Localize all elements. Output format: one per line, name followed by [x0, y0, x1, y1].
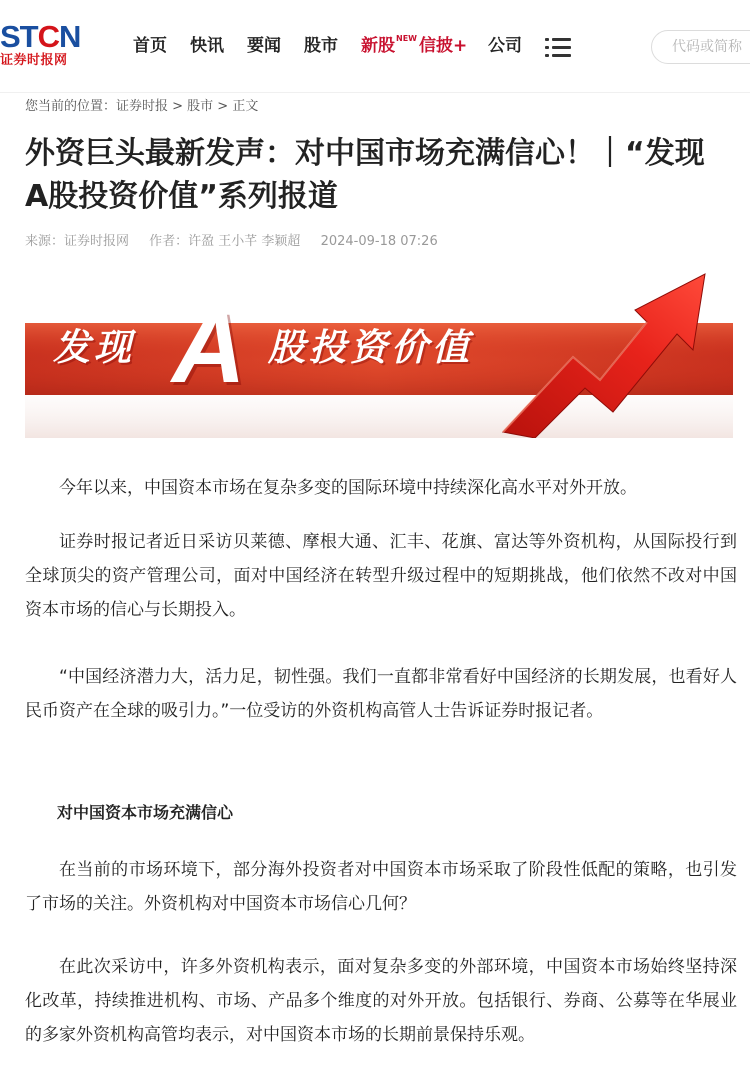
menu-icon[interactable]: [545, 37, 571, 59]
article-paragraph: “中国经济潜力大，活力足，韧性强。我们一直都非常看好中国经济的长期发展，也看好人民币资产在全球的吸引力。”一位受访的外资机构高管人士告诉证券时报记者。: [25, 667, 737, 721]
nav-companies[interactable]: 公司: [488, 36, 522, 56]
article-subheading: 对中国资本市场充满信心: [57, 803, 234, 822]
search-placeholder: 代码或简称: [672, 39, 742, 55]
site-header: [0, 0, 750, 92]
stcn-logo[interactable]: [0, 20, 82, 72]
logo-subtitle: 证券时报网: [0, 53, 68, 68]
search-input[interactable]: [651, 30, 750, 64]
article-paragraph: 今年以来，中国资本市场在复杂多变的国际环境中持续深化高水平对外开放。: [59, 478, 637, 498]
nav-home[interactable]: 首页: [133, 36, 167, 56]
article-paragraph: 在此次采访中，许多外资机构表示，面对复杂多变的外部环境，中国资本市场始终坚持深化改革，持续推进机构、市场、产品多个维度的对外开放。包括银行、券商、公募等在华展业的多家外资机构高管均表示，对中国资本市场的长期前景保持乐观。: [25, 957, 737, 1045]
nav-headlines[interactable]: 要闻: [247, 36, 281, 56]
nav-flash-news[interactable]: 快讯: [190, 36, 224, 56]
article-source: 来源：证券时报网: [25, 234, 130, 249]
banner-letter-a: A: [172, 290, 246, 404]
article-paragraph: 在当前的市场环境下，部分海外投资者对中国资本市场采取了阶段性低配的策略，也引发了市场的关注。外资机构对中国资本市场信心几何？: [25, 860, 737, 914]
article-meta: [25, 233, 454, 251]
logo-wordmark: STCN: [0, 19, 81, 54]
breadcrumb: 您当前的位置：证券时报 > 股市 > 正文: [25, 99, 259, 114]
new-badge: NEW: [396, 34, 417, 43]
article-paragraph: 证券时报记者近日采访贝莱德、摩根大通、汇丰、花旗、富达等外资机构，从国际投行到全球顶尖的资产管理公司，面对中国经济在转型升级过程中的短期挑战，他们依然不改对中国资本市场的信心与长期投入。: [25, 532, 737, 620]
feature-banner: [25, 262, 733, 438]
nav-new-stocks[interactable]: 新股: [361, 36, 395, 56]
article-title: 外资巨头最新发声：对中国市场充满信心！｜“发现A股投资价值”系列报道: [25, 136, 705, 214]
nav-disclosure[interactable]: 信披+: [419, 36, 468, 56]
header-divider: [0, 92, 750, 93]
article-authors: 作者：许盈 王小芊 李颖超: [149, 234, 301, 249]
banner-text-part2: 股投资价值: [268, 326, 473, 369]
banner-text-part1: 发现: [53, 326, 135, 369]
article-datetime: 2024-09-18 07:26: [320, 234, 438, 249]
nav-stock-market[interactable]: 股市: [304, 36, 338, 56]
